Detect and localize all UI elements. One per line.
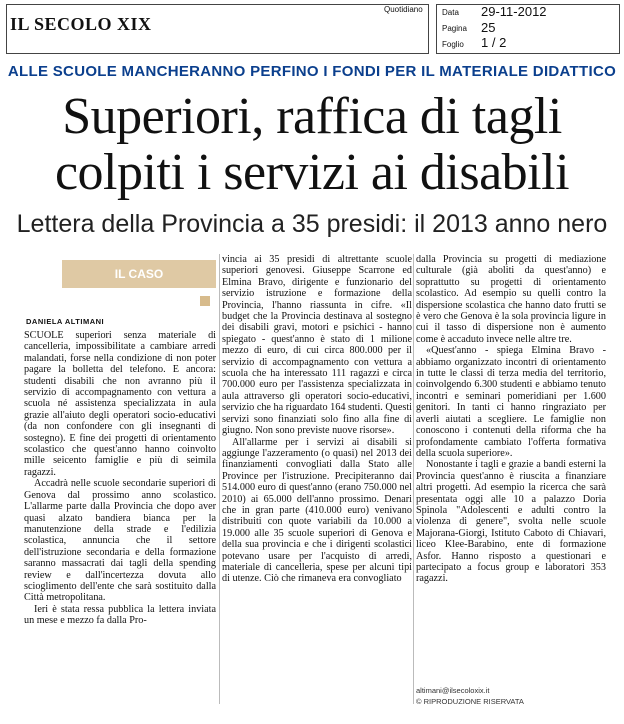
date-label: Data <box>442 8 459 17</box>
paragraph: vincia ai 35 presidi di altrettante scuole superiori genovesi. Giuseppe Scarrone ed Elmina Bravo, dirigente e funzionario del servizio istruzione e formazione della Provincia, l'hanno riassunta in cifre. «Il budget che la Provincia destinava al sostegno dei disabili gravi, motori e psichici - hanno spiegato - quest'anno è stato di 1 milione mezzo di euro, di cui circa 800.000 per il servizio di accompagnamento con vettura a scuola che ha interessato 111 ragazzi e circa 700.000 euro per l'assistenza specializzata in aula attraverso gli operatori socio-educativi, servizio che ha riguardato 164 studenti. Questi servizi sono finanziati solo fino alla fine di giugno. Non sono previste nuove risorse». <box>222 254 412 437</box>
paragraph: SCUOLE superiori senza materiale di cancelleria, impossibilitate a cambiare arredi malandati, forse nella condizione di non poter pagare la bolletta del telefono. E ancora: studenti disabili che non avranno più il servizio di accompagnamento con vettura a scuola né assistenza specializzata in aula grazie all'aiuto degli operatori socio-educativi (da non confondere con gli insegnanti di sostegno). E fine dei progetti di orientamento scolastico che quest'anno hanno coinvolto mille seicento famiglie e più di seimila ragazzi. <box>24 330 216 478</box>
headline-line-1: Superiori, raffica di tagli <box>62 88 562 145</box>
section-badge <box>62 260 216 288</box>
paragraph: dalla Provincia su progetti di mediazione culturale (già aboliti da quest'anno) e soprattutto su progetti di orientamento scolastico. Ad esempio su quelli contro la dispersione scolastica che hanno dato frutti se è vero che Genova è la sola provincia ligure in cui il tasso di dispersione non è aumento come è accaduto invece nelle altre tre. <box>416 254 606 345</box>
sheet-value: 1 / 2 <box>481 35 507 50</box>
page-label: Pagina <box>442 24 467 33</box>
sheet-label: Foglio <box>442 40 464 49</box>
paragraph: Nonostante i tagli e grazie a bandi esterni la Provincia quest'anno è riuscita a finanziare altri progetti. Ad esempio la ricerca che sarà presentata oggi alle 10 a palazzo Doria Spinola "Adolescenti e adulti contro la violenza di genere", svolta nelle scuole Majorana-Giorgi, Istituto Caboto di Chiavari, liceo Klee-Barabino, ente di formazione Asfor. Hanno risposto a questionari e partecipato a focus group e laboratori 353 ragazzi. <box>416 459 606 585</box>
column-divider <box>413 254 414 704</box>
article-column-1 <box>24 330 216 627</box>
headline-line-2: colpiti i servizi ai disabili <box>54 144 570 201</box>
column-divider <box>219 254 220 704</box>
subheadline: Lettera della Provincia a 35 presidi: il 2013 anno nero <box>16 210 608 238</box>
newspaper-name: IL SECOLO XIX <box>10 14 152 34</box>
date-value: 29-11-2012 <box>481 4 547 19</box>
article-column-2 <box>222 254 412 585</box>
badge-square-icon <box>200 296 210 306</box>
paragraph: All'allarme per i servizi ai disabili si aggiunge l'azzeramento (o quasi) nel 2013 dei finanziamenti convogliati dalla Stato alle Province per l'istruzione. Precipiteranno dai 514.000 euro di quest'anno (erano 750.000 nel 2010) ai 65.000 dell'anno prossimo. Denari che in gran parte (410.000 euro) venivano distribuiti con quote variabili da 10.000 a 19.000 alle 35 scuole superiori di Genova e della sua provincia e che i dirigenti scolastici potevano usare per l'acquisto di arredi, materiale di cancelleria, spese per alcuni tipi di utenze. Ciò che rimaneva era convogliato <box>222 436 412 585</box>
copyright-notice: © RIPRODUZIONE RISERVATA <box>416 697 524 706</box>
paragraph: Ieri è stata ressa pubblica la lettera inviata un mese e mezzo fa dalla Pro- <box>24 603 216 627</box>
paragraph: «Quest'anno - spiega Elmina Bravo - abbiamo organizzato incontri di orientamento in tutte le classi di terza media del territorio, coinvolgendo 6.300 studenti e abbiamo tenuto incontri e seminari pomeridiani per 1.600 genitori. In tanti ci hanno ringraziato per averli aiutati a scegliere. Le famiglie non conoscono i contenuti della riforma che ha profondamente cambiato l'offerta formativa della scuola superiore». <box>416 345 606 459</box>
article-column-3 <box>416 254 606 585</box>
paragraph: Accadrà nelle scuole secondarie superiori di Genova dal prossimo anno scolastico. L'allarme parte dalla Provincia che dopo aver quasi alzato bandiera bianca per la manutenzione della strade e l'edilizia scolastica, annuncia che il settore dell'istruzione secondaria e della formazione saranno massacrati dai tagli della spending review e dall'incertezza dovuta allo scioglimento dell'ente che sarà sostituito dalla Città metropolitana. <box>24 478 216 604</box>
section-badge-label: IL CASO <box>114 267 164 281</box>
publication-type: Quotidiano <box>384 5 423 14</box>
author-byline: DANIELA ALTIMANI <box>26 317 105 326</box>
kicker: ALLE SCUOLE MANCHERANNO PERFINO I FONDI PER IL MATERIALE DIDATTICO <box>7 63 617 80</box>
page-value: 25 <box>481 20 496 35</box>
author-email: altimani@ilsecoloxix.it <box>416 686 490 695</box>
